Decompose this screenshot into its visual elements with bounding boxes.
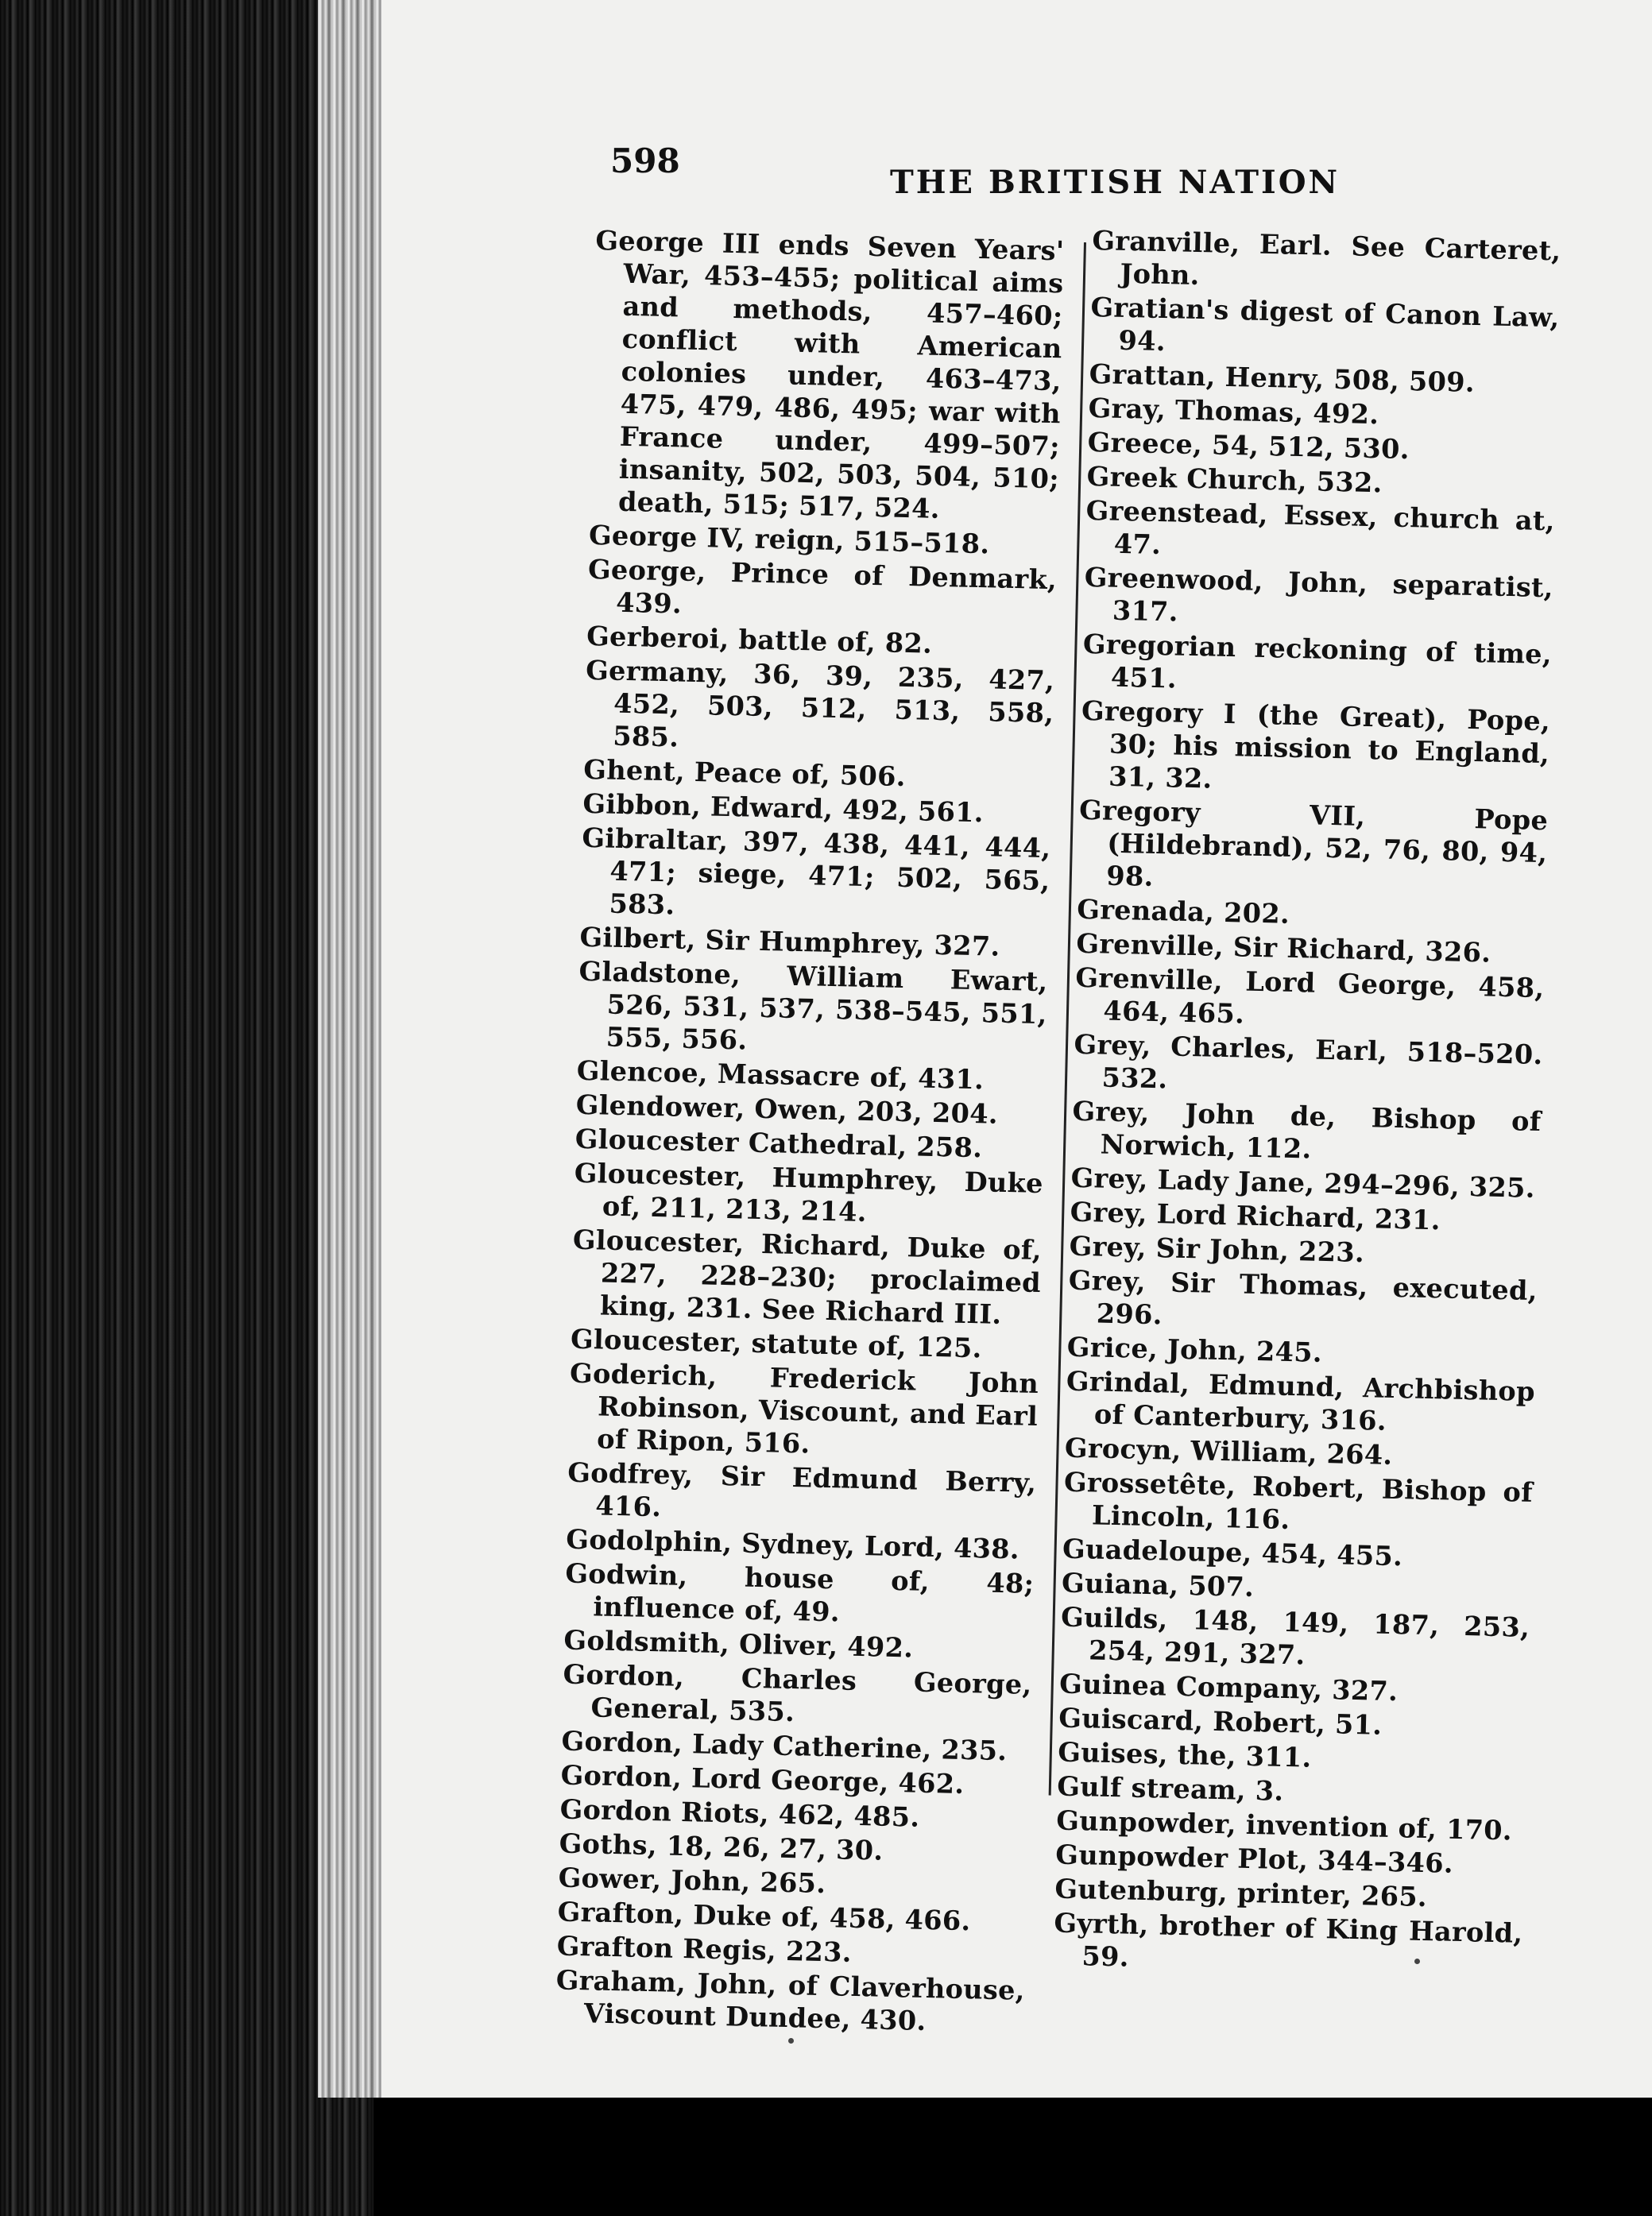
index-entry: Gloucester, statute of, 125. [570, 1323, 983, 1364]
index-entry: Grindal, Edmund, Archbishop of Canterbury, 316. [1066, 1365, 1536, 1437]
index-entry: Gibbon, Edward, 492, 561. [582, 787, 985, 829]
index-entry: Guadeloupe, 454, 455. [1062, 1533, 1403, 1572]
index-entry: Guises, the, 311. [1057, 1736, 1312, 1773]
index-entry: Grice, John, 245. [1066, 1331, 1323, 1368]
index-column-left [555, 224, 1064, 2041]
index-entry: Graham, John, of Claverhouse, Viscount Dundee, 430. [555, 1964, 1026, 2037]
index-entry: Ghent, Peace of, 506. [582, 753, 907, 793]
index-entry: Grey, John de, Bishop of Norwich, 112. [1072, 1095, 1542, 1165]
index-entry: Gordon, Lady Catherine, 235. [561, 1725, 1008, 1767]
index-entry: Grenville, Lord George, 458, 464, 465. [1075, 961, 1545, 1030]
index-entry: Gloucester, Humphrey, Duke of, 211, 213, 214. [574, 1157, 1044, 1228]
index-entry: Gregorian reckoning of time, 451. [1082, 628, 1553, 694]
index-entry: Gladstone, William Ewart, 526, 531, 537, 538–545, 551, 555, 556. [578, 955, 1048, 1056]
index-entry: Gulf stream, 3. [1056, 1770, 1284, 1807]
index-entry: Greenwood, John, separatist, 317. [1084, 561, 1554, 628]
index-entry: Godwin, house of, 48; influence of, 49. [565, 1557, 1035, 1628]
index-entry: Gordon Riots, 462, 485. [559, 1793, 920, 1833]
index-entry: Gunpowder, invention of, 170. [1055, 1804, 1513, 1847]
index-entry: Greek Church, 532. [1086, 460, 1383, 499]
index-entry: George III ends Seven Years' War, 453–455; political aims and methods, 457–460; conflict with American colonies under, 463–473, 475, 479, 486, 495; war with France under, 499–507; insanity, 502, 503, 504, 510; death, 515; 517, 524. [595, 224, 1065, 524]
index-entry: Goths, 18, 26, 27, 30. [559, 1827, 884, 1866]
index-entry: Gregory I (the Great), Pope, 30; his mission to England, 31, 32. [1081, 694, 1551, 795]
index-entry: Grenville, Sir Richard, 326. [1076, 927, 1491, 969]
index-entry: Gilbert, Sir Humphrey, 327. [579, 921, 1000, 962]
index-entry: Gordon, Lord George, 462. [560, 1759, 965, 1800]
index-entry: Glendower, Owen, 203, 204. [575, 1089, 999, 1130]
index-entry: Grey, Lady Jane, 294–296, 325. [1070, 1162, 1536, 1204]
index-entry: Grafton Regis, 223. [556, 1930, 853, 1968]
index-entry: George IV, reign, 515–518. [588, 519, 990, 560]
scan-speck [1414, 1959, 1420, 1964]
index-entry: Gloucester, Richard, Duke of, 227, 228–230; proclaimed king, 231. See Richard III. [572, 1224, 1043, 1330]
index-entry: Germany, 36, 39, 235, 427, 452, 503, 512, 513, 558, 585. [585, 654, 1055, 753]
running-title: THE BRITISH NATION [890, 164, 1341, 201]
index-entry: Guiscard, Robert, 51. [1058, 1702, 1383, 1741]
index-entry: Gratian's digest of Canon Law, 94. [1090, 291, 1560, 358]
index-entry: Gutenburg, printer, 265. [1054, 1873, 1428, 1913]
index-page [381, 0, 1652, 2098]
index-entry: Gerberoi, battle of, 82. [586, 620, 933, 659]
index-entry: George, Prince of Denmark, 439. [587, 553, 1058, 620]
index-entry: Grafton, Duke of, 458, 466. [557, 1896, 971, 1937]
index-entry: Greenstead, Essex, church at, 47. [1085, 494, 1556, 561]
index-column-right [1053, 224, 1561, 1984]
index-entry: Grey, Lord Richard, 231. [1070, 1196, 1441, 1236]
index-entry: Guiana, 507. [1061, 1567, 1255, 1603]
index-entry: Gregory VII, Pope (Hildebrand), 52, 76, 80, 94, 98. [1078, 794, 1549, 892]
index-entry: Gyrth, brother of King Harold, 59. [1054, 1907, 1523, 1973]
index-entry: Godolphin, Sydney, Lord, 438. [565, 1523, 1020, 1565]
index-entry: Guinea Company, 327. [1058, 1668, 1399, 1707]
index-entry: Greece, 54, 512, 530. [1087, 426, 1410, 466]
index-entry: Gibraltar, 397, 438, 441, 444, 471; siege, 471; 502, 565, 583. [582, 822, 1051, 921]
index-entry: Grey, Charles, Earl, 518–520. 532. [1074, 1028, 1543, 1095]
index-entry: Godfrey, Sir Edmund Berry, 416. [567, 1456, 1037, 1523]
index-entry: Grenada, 202. [1076, 893, 1290, 930]
index-entry: Guilds, 148, 149, 187, 253, 254, 291, 327. [1060, 1601, 1530, 1671]
index-entry: Grey, Sir John, 223. [1069, 1230, 1365, 1269]
index-entry: Goderich, Frederick John Robinson, Viscount, and Earl of Ripon, 516. [569, 1357, 1039, 1460]
index-entry: Gordon, Charles George, General, 535. [563, 1658, 1032, 1728]
index-entry: Grossetête, Robert, Bishop of Lincoln, 116. [1063, 1466, 1534, 1536]
index-entry: Grocyn, William, 264. [1064, 1432, 1393, 1471]
index-entry: Gloucester Cathedral, 258. [575, 1123, 983, 1164]
index-entry: Grattan, Henry, 508, 509. [1089, 358, 1476, 398]
index-entry: Goldsmith, Oliver, 492. [563, 1624, 914, 1664]
index-entry: Grey, Sir Thomas, executed, 296. [1068, 1264, 1538, 1331]
page-number: 598 [610, 141, 680, 180]
index-entry: Gunpowder Plot, 344–346. [1054, 1839, 1454, 1879]
index-entry: Gray, Thomas, 492. [1088, 392, 1379, 431]
scan-speck [788, 2038, 794, 2044]
index-entry: Granville, Earl. See Carteret, John. [1092, 224, 1561, 292]
index-entry: Gower, John, 265. [558, 1862, 826, 1900]
index-entry: Glencoe, Massacre of, 431. [576, 1054, 985, 1096]
